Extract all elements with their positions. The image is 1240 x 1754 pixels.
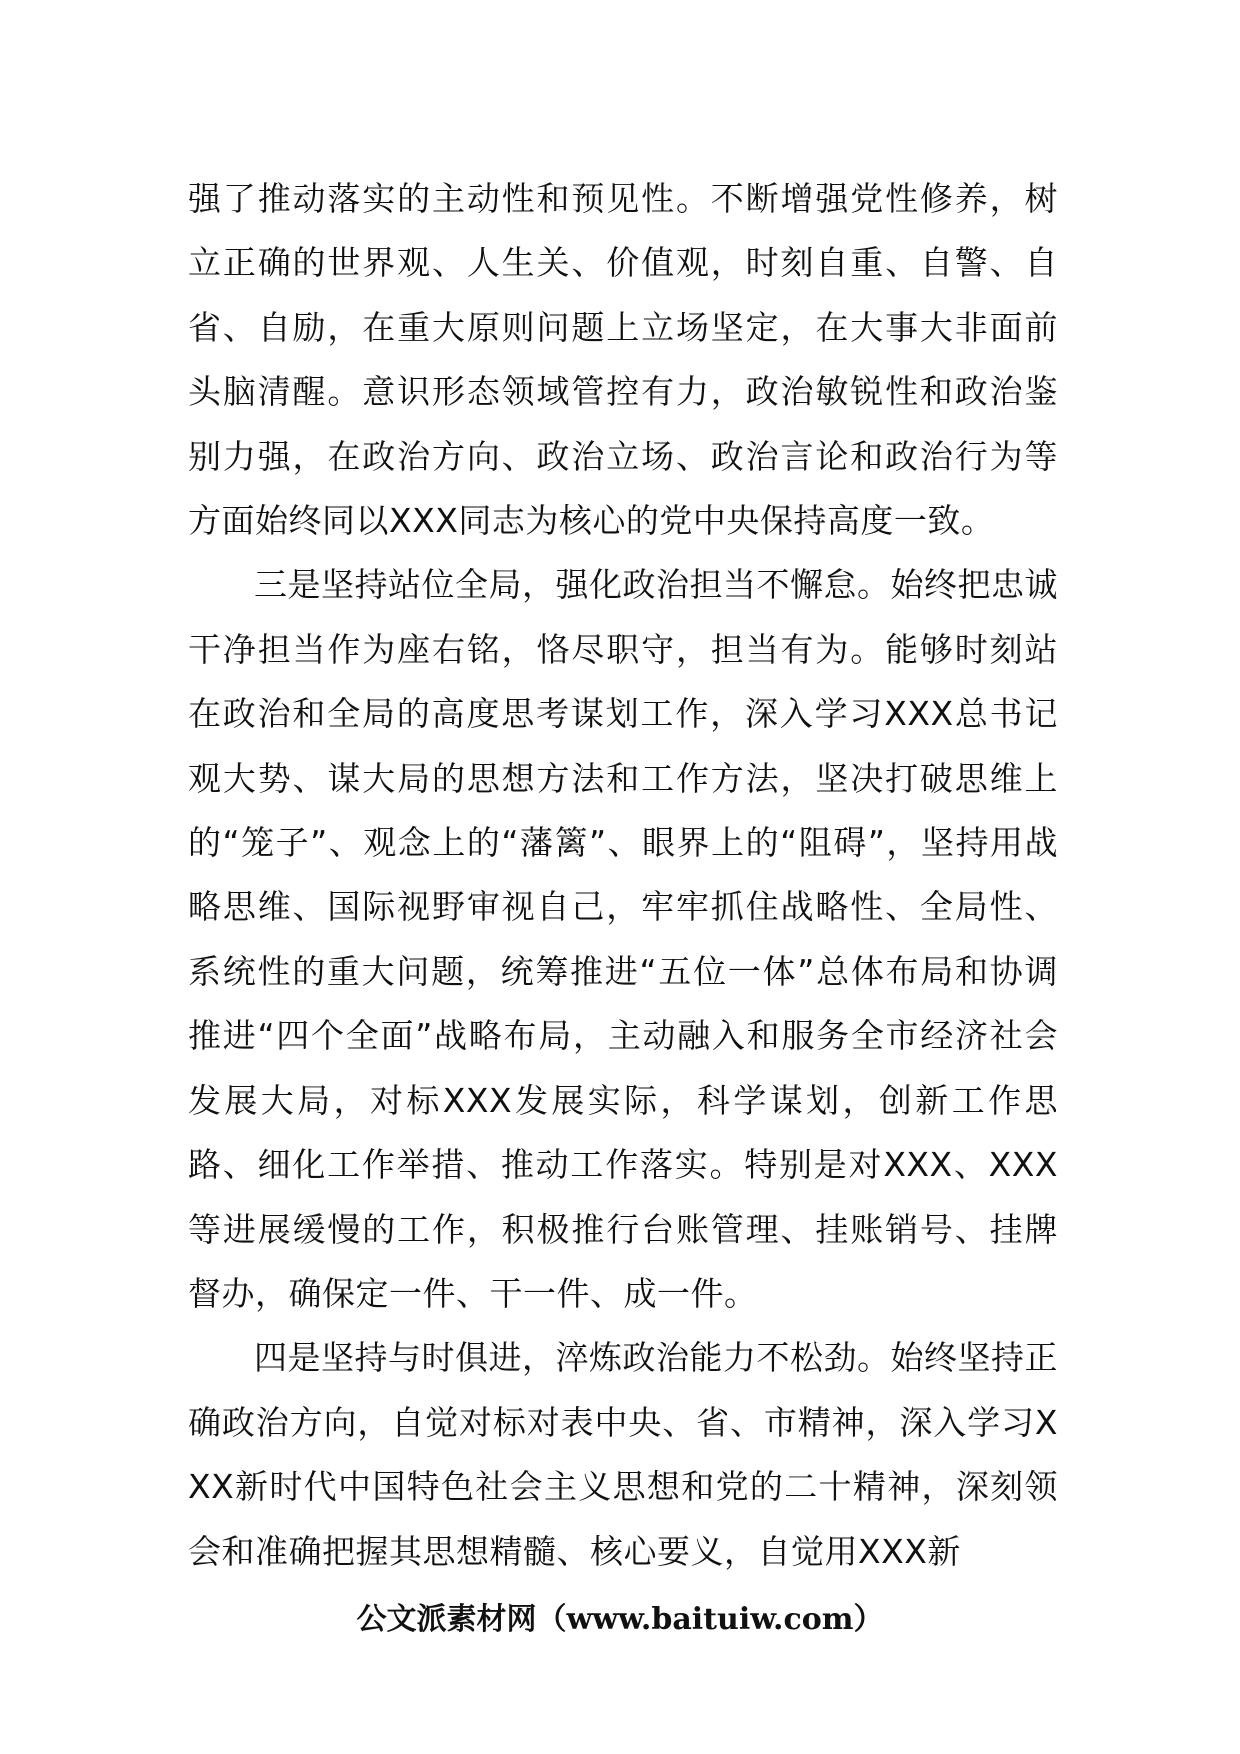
- paragraph-1: 强了推动落实的主动性和预见性。不断增强党性修养，树立正确的世界观、人生关、价值观，时刻自重、自警、自省、自励，在重大原则问题上立场坚定，在大事大非面前头脑清醒。意识形态领域管控有力，政治敏锐性和政治鉴别力强，在政治方向、政治立场、政治言论和政治行为等方面始终同以XXX同志为核心的党中央保持高度一致。: [188, 179, 1058, 541]
- footer-watermark: 公文派素材网（www.baituiw.com）: [356, 1602, 884, 1637]
- document-body: [188, 167, 1058, 1584]
- paragraph-2: 三是坚持站位全局，强化政治担当不懈怠。始终把忠诚干净担当作为座右铭，恪尽职守，担当有为。能够时刻站在政治和全局的高度思考谋划工作，深入学习XXX总书记观大势、谋大局的思想方法和工作方法，坚决打破思维上的“笼子”、观念上的“藩篱”、眼界上的“阻碍”，坚持用战略思维、国际视野审视自己，牢牢抓住战略性、全局性、系统性的重大问题，统筹推进“五位一体”总体布局和协调推进“四个全面”战略布局，主动融入和服务全市经济社会发展大局，对标XXX发展实际，科学谋划，创新工作思路、细化工作举措、推动工作落实。特别是对XXX、XXX等进展缓慢的工作，积极推行台账管理、挂账销号、挂牌督办，确保定一件、干一件、成一件。: [188, 565, 1058, 1313]
- paragraph-3: 四是坚持与时俱进，淬炼政治能力不松劲。始终坚持正确政治方向，自觉对标对表中央、省、市精神，深入学习XXX新时代中国特色社会主义思想和党的二十精神，深刻领会和准确把握其思想精髓、核心要义，自觉用XXX新: [188, 1338, 1058, 1571]
